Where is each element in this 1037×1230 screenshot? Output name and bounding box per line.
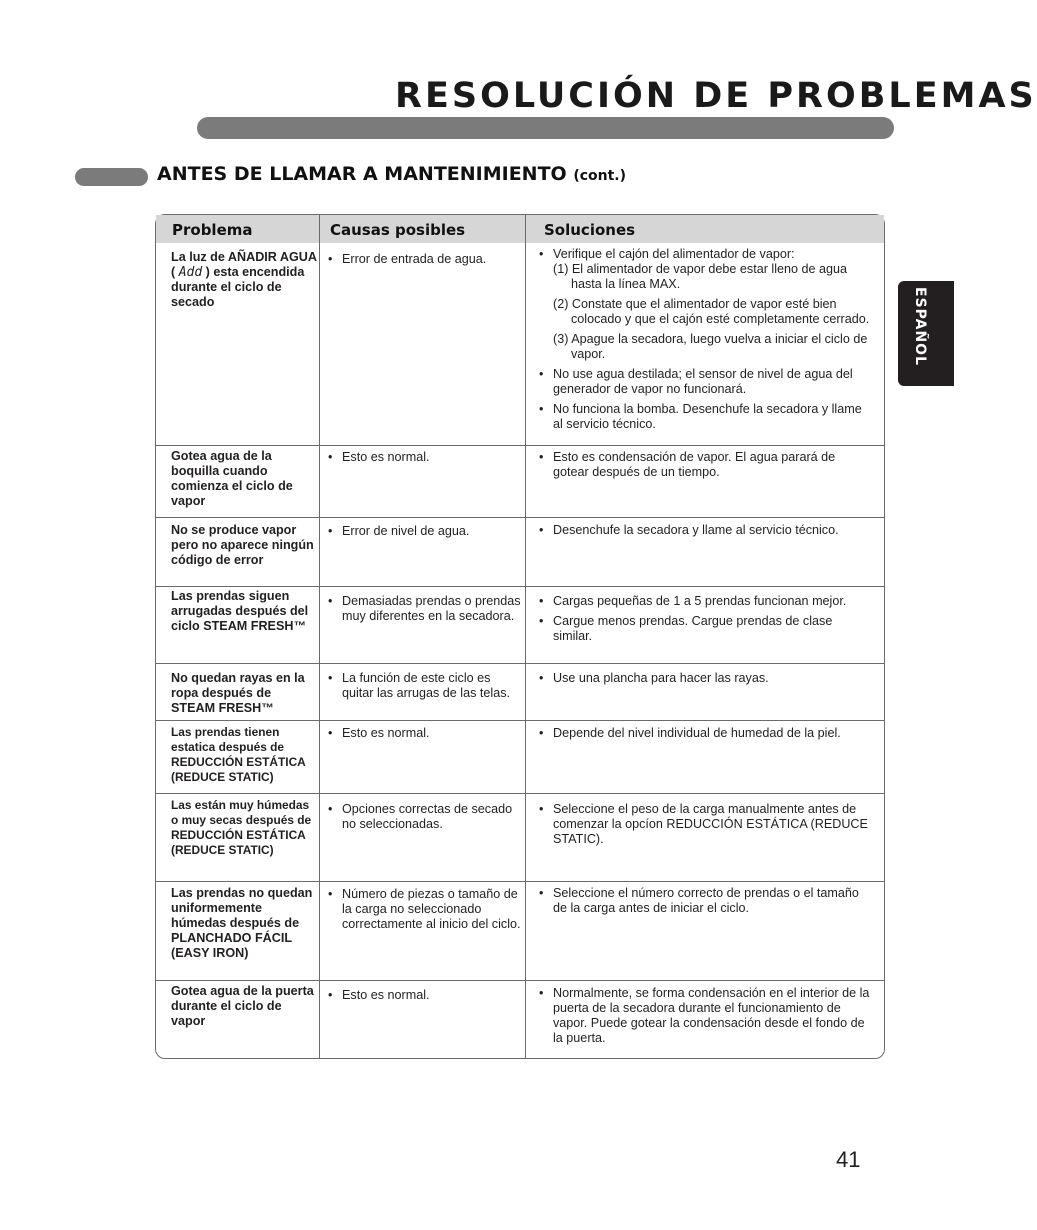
language-tab-label: ESPAÑOL: [912, 287, 928, 366]
solution-item: • Verifique el cajón del alimentador de vapor:: [539, 247, 874, 262]
add-water-display-glyph: Add: [178, 265, 203, 280]
page-number: 41: [836, 1147, 861, 1172]
table-row-problem: Gotea agua de la puerta durante el ciclo de vapor: [171, 984, 314, 1028]
section-marker-pill: [75, 168, 148, 186]
table-row-solutions: [539, 986, 874, 1051]
table-row-cause: [328, 252, 523, 272]
table-row-cause: [328, 671, 523, 706]
solution-item: • No funciona la bomba. Desenchufe la secadora y llame al servicio técnico.: [539, 402, 874, 432]
solution-item: • Use una plancha para hacer las rayas.: [539, 671, 874, 686]
row-divider: [156, 517, 884, 518]
solution-step: (2) Constate que el alimentador de vapor esté bien colocado y que el cajón esté completamente cerrado.: [553, 297, 870, 326]
troubleshooting-table: [155, 214, 885, 1059]
title-underline-bar: [197, 117, 894, 139]
section-heading-text: ANTES DE LLAMAR A MANTENIMIENTO: [157, 163, 567, 185]
row-divider: [156, 445, 884, 446]
cause-item: • Esto es normal.: [328, 726, 523, 741]
header-problem: Problema: [172, 221, 253, 239]
table-row-solutions: [539, 726, 874, 746]
table-row-cause: [328, 988, 523, 1008]
section-heading-suffix: (cont.): [573, 168, 627, 184]
row-divider: [156, 881, 884, 882]
problem-text: La luz de AÑADIR AGUA (: [171, 250, 317, 279]
solution-item: • Seleccione el número correcto de prendas o el tamaño de la carga antes de iniciar el ciclo.: [539, 886, 874, 916]
column-divider: [319, 215, 320, 1058]
cause-item: • La función de este ciclo es quitar las arrugas de las telas.: [328, 671, 523, 701]
table-row-cause: [328, 524, 523, 544]
row-divider: [156, 720, 884, 721]
header-solutions: Soluciones: [544, 221, 636, 239]
cause-item: • Esto es normal.: [328, 988, 523, 1003]
table-row-cause: [328, 802, 523, 837]
column-divider: [525, 215, 526, 1058]
solution-item: • Cargas pequeñas de 1 a 5 prendas funcionan mejor.: [539, 594, 874, 609]
solution-item: • Seleccione el peso de la carga manualmente antes de comenzar la opcíon REDUCCIÓN ESTÁTICA (REDUCE STATIC).: [539, 802, 874, 847]
header-causes: Causas posibles: [330, 221, 466, 239]
solution-step: (1) El alimentador de vapor debe estar lleno de agua hasta la línea MAX.: [553, 262, 848, 291]
solution-item: • Depende del nivel individual de humedad de la piel.: [539, 726, 874, 741]
table-row-problem: Las prendas tienen estatica después de REDUCCIÓN ESTÁTICA (REDUCE STATIC): [171, 725, 306, 784]
cause-item: • Esto es normal.: [328, 450, 523, 465]
cause-item: • Error de nivel de agua.: [328, 524, 523, 539]
table-row-problem: Gotea agua de la boquilla cuando comienza el ciclo de vapor: [171, 449, 293, 508]
row-divider: [156, 793, 884, 794]
solution-step: (3) Apague la secadora, luego vuelva a iniciar el ciclo de vapor.: [553, 332, 868, 361]
table-row-cause: [328, 450, 523, 470]
row-divider: [156, 980, 884, 981]
table-row-solutions: [539, 594, 874, 649]
table-row-problem: [171, 250, 317, 310]
solution-item: • No use agua destilada; el sensor de nivel de agua del generador de vapor no funcionará.: [539, 367, 874, 397]
cause-item: • Opciones correctas de secado no seleccionadas.: [328, 802, 523, 832]
table-row-solutions: [539, 886, 874, 921]
table-row-problem: Las prendas siguen arrugadas después del ciclo STEAM FRESH™: [171, 589, 309, 633]
table-row-problem: Las están muy húmedas o muy secas después de REDUCCIÓN ESTÁTICA (REDUCE STATIC): [171, 798, 312, 857]
table-row-solutions: [539, 523, 874, 543]
table-row-solutions: [539, 450, 874, 485]
table-row-solutions: [539, 671, 874, 691]
table-row-solutions: [539, 247, 874, 437]
problem-text: ) esta encendida durante el ciclo de secado: [171, 265, 305, 309]
section-heading: [157, 163, 626, 185]
table-row-cause: [328, 594, 523, 629]
table-header: [156, 215, 884, 243]
table-row-cause: [328, 726, 523, 746]
solution-item: • Cargue menos prendas. Cargue prendas de clase similar.: [539, 614, 874, 644]
table-row-problem: No se produce vapor pero no aparece ningún código de error: [171, 523, 314, 567]
row-divider: [156, 663, 884, 664]
cause-item: • Número de piezas o tamaño de la carga no seleccionado correctamente al inicio del ciclo.: [328, 887, 523, 932]
table-row-solutions: [539, 802, 874, 852]
table-row-cause: [328, 887, 523, 937]
language-tab: [898, 281, 954, 386]
solution-item: • Esto es condensación de vapor. El agua parará de gotear después de un tiempo.: [539, 450, 874, 480]
cause-item: • Demasiadas prendas o prendas muy diferentes en la secadora.: [328, 594, 523, 624]
page-title: RESOLUCIÓN DE PROBLEMAS: [395, 76, 1037, 116]
cause-item: • Error de entrada de agua.: [328, 252, 523, 267]
row-divider: [156, 586, 884, 587]
solution-item: • Normalmente, se forma condensación en el interior de la puerta de la secadora durante el funcionamiento de vapor. Puede gotear la condensación desde el fondo de la puerta.: [539, 986, 874, 1046]
solution-item: • Desenchufe la secadora y llame al servicio técnico.: [539, 523, 874, 538]
table-row-problem: Las prendas no quedan uniformemente húmedas después de PLANCHADO FÁCIL (EASY IRON): [171, 886, 313, 960]
table-row-problem: No quedan rayas en la ropa después de STEAM FRESH™: [171, 671, 305, 715]
